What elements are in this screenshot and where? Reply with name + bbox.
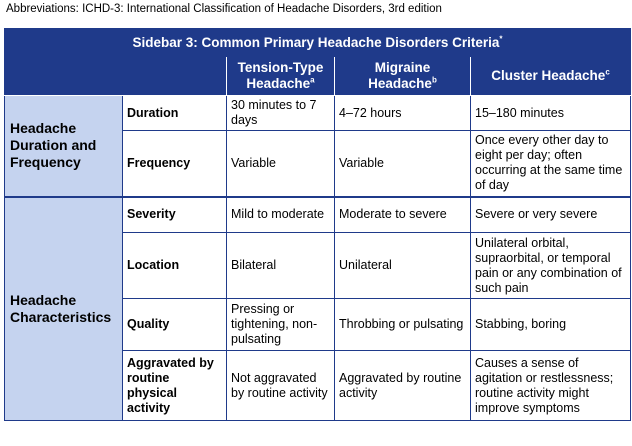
header-blank (5, 57, 227, 96)
table-row (5, 197, 631, 233)
row-label-aggravated: Aggravated by routine physical activity (123, 351, 227, 421)
cell-severity-cluster: Severe or very severe (471, 197, 631, 233)
column-header-tension-type (227, 57, 335, 96)
cell-location-tension: Bilateral (227, 233, 335, 299)
column-header-cluster (471, 57, 631, 96)
row-label-quality: Quality (123, 299, 227, 351)
column-header-migraine (335, 57, 471, 96)
column-footnote: a (310, 75, 315, 85)
cell-aggravated-cluster: Causes a sense of agitation or restlessness; routine activity might improve symptoms (471, 351, 631, 421)
cell-quality-cluster: Stabbing, boring (471, 299, 631, 351)
group-label-duration-frequency: Headache Duration and Frequency (5, 96, 123, 197)
table-title (5, 29, 631, 57)
cell-frequency-tension: Variable (227, 131, 335, 197)
table-title-footnote: * (499, 34, 503, 44)
criteria-table (4, 28, 630, 421)
column-footnote: b (431, 75, 437, 85)
column-header-label: Cluster Headache (491, 68, 606, 83)
cell-severity-tension: Mild to moderate (227, 197, 335, 233)
cell-location-cluster: Unilateral orbital, supraorbital, or temporal pain or any combination of such pain (471, 233, 631, 299)
table-row (5, 96, 631, 131)
cell-frequency-migraine: Variable (335, 131, 471, 197)
row-label-location: Location (123, 233, 227, 299)
cell-duration-migraine: 4–72 hours (335, 96, 471, 131)
cell-quality-tension: Pressing or tightening, non-pulsating (227, 299, 335, 351)
row-label-severity: Severity (123, 197, 227, 233)
abbreviations-note: Abbreviations: ICHD-3: International Classification of Headache Disorders, 3rd edition (6, 3, 442, 15)
cell-duration-cluster: 15–180 minutes (471, 96, 631, 131)
cell-aggravated-tension: Not aggravated by routine activity (227, 351, 335, 421)
cell-severity-migraine: Moderate to severe (335, 197, 471, 233)
cell-duration-tension: 30 minutes to 7 days (227, 96, 335, 131)
cell-frequency-cluster: Once every other day to eight per day; often occurring at the same time of day (471, 131, 631, 197)
cell-quality-migraine: Throbbing or pulsating (335, 299, 471, 351)
cell-aggravated-migraine: Aggravated by routine activity (335, 351, 471, 421)
column-header-label: Tension-Type Headache (237, 60, 324, 91)
table-title-text: Sidebar 3: Common Primary Headache Disorders Criteria (132, 35, 500, 50)
row-label-frequency: Frequency (123, 131, 227, 197)
cell-location-migraine: Unilateral (335, 233, 471, 299)
row-label-duration: Duration (123, 96, 227, 131)
group-label-characteristics: Headache Characteristics (5, 197, 123, 421)
column-header-label: Migraine Headache (368, 60, 432, 91)
column-footnote: c (605, 67, 610, 77)
